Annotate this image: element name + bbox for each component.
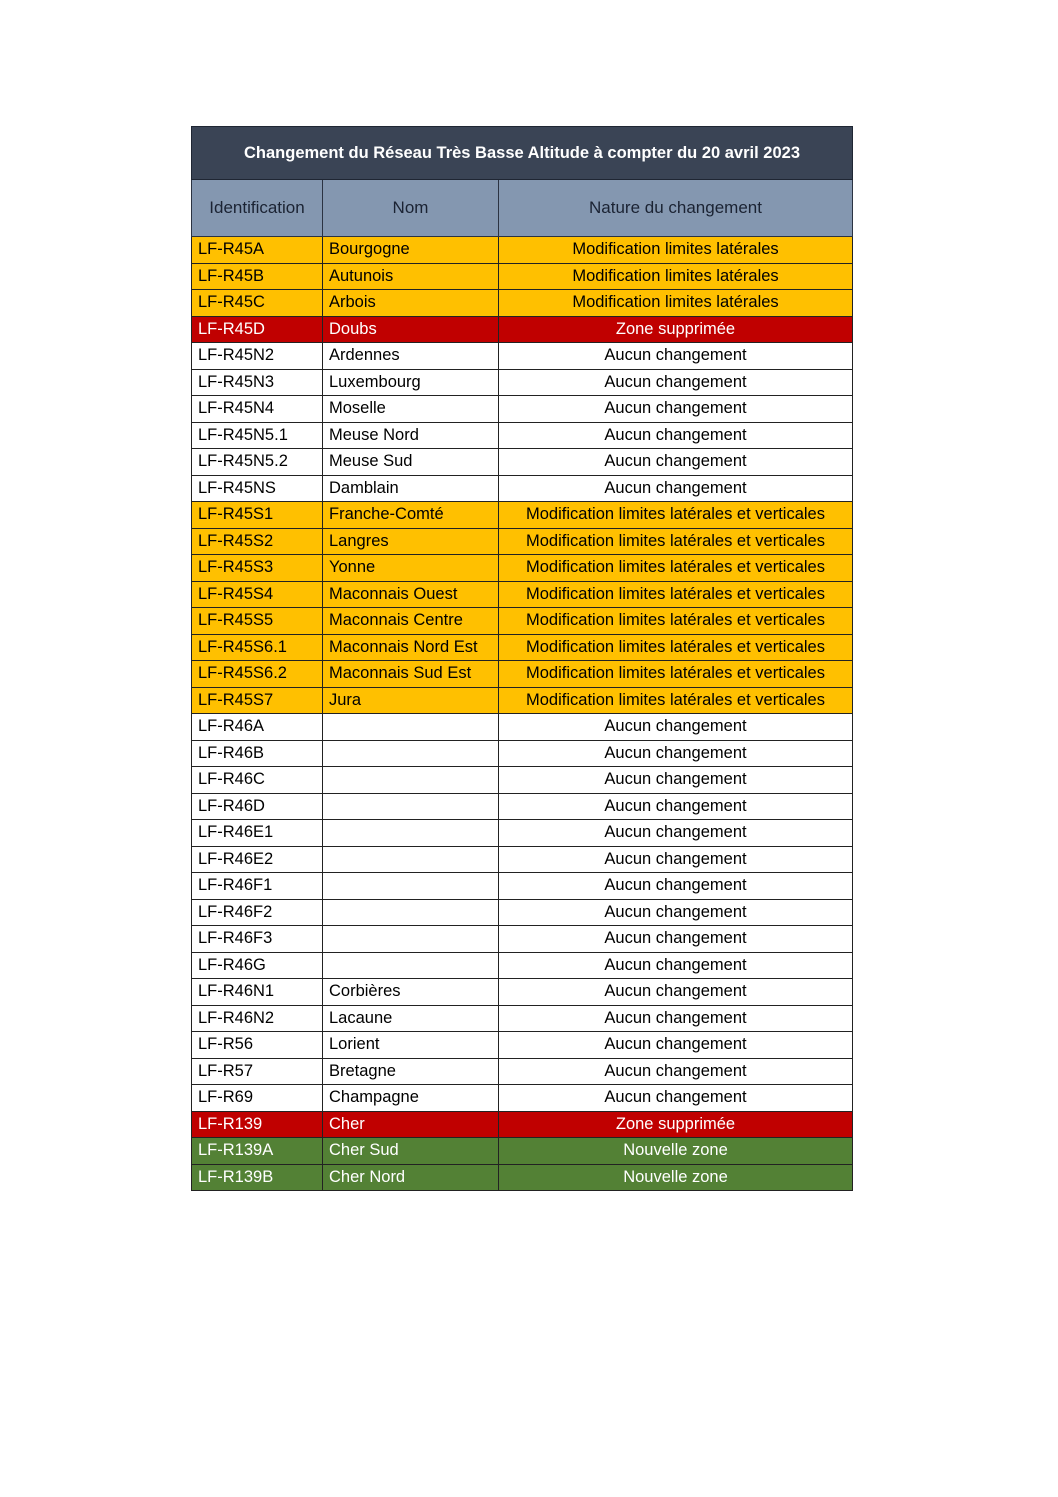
cell-nom (323, 899, 499, 926)
table-row (192, 740, 853, 767)
cell-nom: Luxembourg (323, 369, 499, 396)
cell-identification: LF-R45S5 (192, 608, 323, 635)
cell-identification: LF-R56 (192, 1032, 323, 1059)
cell-identification: LF-R45S6.2 (192, 661, 323, 688)
table-row (192, 820, 853, 847)
cell-nom (323, 926, 499, 953)
cell-nature: Aucun changement (499, 740, 853, 767)
cell-nom: Lacaune (323, 1005, 499, 1032)
cell-nom (323, 873, 499, 900)
cell-identification: LF-R46F1 (192, 873, 323, 900)
cell-nature: Modification limites latérales et verticales (499, 528, 853, 555)
cell-identification: LF-R46B (192, 740, 323, 767)
table-row (192, 290, 853, 317)
cell-identification: LF-R139 (192, 1111, 323, 1138)
cell-nom: Franche-Comté (323, 502, 499, 529)
cell-nature: Zone supprimée (499, 316, 853, 343)
cell-identification: LF-R45A (192, 237, 323, 264)
cell-identification: LF-R45N2 (192, 343, 323, 370)
cell-nom: Ardennes (323, 343, 499, 370)
cell-nature: Zone supprimée (499, 1111, 853, 1138)
table-row (192, 369, 853, 396)
cell-identification: LF-R45N4 (192, 396, 323, 423)
cell-identification: LF-R45S3 (192, 555, 323, 582)
cell-nature: Aucun changement (499, 767, 853, 794)
table-row (192, 502, 853, 529)
cell-identification: LF-R45N3 (192, 369, 323, 396)
cell-nature: Aucun changement (499, 449, 853, 476)
table-row (192, 634, 853, 661)
cell-nature: Modification limites latérales et verticales (499, 634, 853, 661)
cell-nature: Aucun changement (499, 714, 853, 741)
table-row (192, 1058, 853, 1085)
cell-identification: LF-R46F2 (192, 899, 323, 926)
cell-nature: Aucun changement (499, 926, 853, 953)
cell-nom: Moselle (323, 396, 499, 423)
cell-nom: Jura (323, 687, 499, 714)
table-row (192, 263, 853, 290)
table-row (192, 581, 853, 608)
cell-nature: Aucun changement (499, 979, 853, 1006)
cell-identification: LF-R69 (192, 1085, 323, 1112)
cell-identification: LF-R46N2 (192, 1005, 323, 1032)
header-row (192, 180, 853, 237)
cell-nom: Maconnais Nord Est (323, 634, 499, 661)
cell-identification: LF-R45S6.1 (192, 634, 323, 661)
cell-nature: Nouvelle zone (499, 1138, 853, 1165)
cell-nature: Aucun changement (499, 343, 853, 370)
cell-nature: Aucun changement (499, 369, 853, 396)
cell-nom (323, 846, 499, 873)
cell-nature: Modification limites latérales et verticales (499, 502, 853, 529)
cell-identification: LF-R45S1 (192, 502, 323, 529)
cell-nature: Modification limites latérales et verticales (499, 608, 853, 635)
cell-nom: Cher Sud (323, 1138, 499, 1165)
cell-nom: Maconnais Centre (323, 608, 499, 635)
table-row (192, 449, 853, 476)
cell-nom: Langres (323, 528, 499, 555)
table-row (192, 714, 853, 741)
title-row (192, 127, 853, 180)
table-row (192, 608, 853, 635)
cell-identification: LF-R46A (192, 714, 323, 741)
table-row (192, 1138, 853, 1165)
cell-nature: Modification limites latérales (499, 237, 853, 264)
table-row (192, 555, 853, 582)
cell-identification: LF-R45C (192, 290, 323, 317)
cell-nature: Modification limites latérales et verticales (499, 687, 853, 714)
cell-nom (323, 820, 499, 847)
cell-nature: Aucun changement (499, 1085, 853, 1112)
header-identification: Identification (192, 180, 323, 237)
cell-nature: Aucun changement (499, 1032, 853, 1059)
cell-nom (323, 714, 499, 741)
cell-nom (323, 767, 499, 794)
cell-nature: Aucun changement (499, 873, 853, 900)
cell-nom: Lorient (323, 1032, 499, 1059)
table-row (192, 475, 853, 502)
table-row (192, 926, 853, 953)
cell-identification: LF-R45N5.1 (192, 422, 323, 449)
cell-identification: LF-R45N5.2 (192, 449, 323, 476)
cell-nom: Yonne (323, 555, 499, 582)
cell-nature: Aucun changement (499, 793, 853, 820)
table-row (192, 1005, 853, 1032)
table-row (192, 899, 853, 926)
table-row (192, 528, 853, 555)
cell-nom: Meuse Nord (323, 422, 499, 449)
cell-nature: Modification limites latérales et verticales (499, 581, 853, 608)
cell-nom: Bourgogne (323, 237, 499, 264)
cell-identification: LF-R57 (192, 1058, 323, 1085)
cell-identification: LF-R45S2 (192, 528, 323, 555)
cell-nom: Damblain (323, 475, 499, 502)
cell-nom: Maconnais Sud Est (323, 661, 499, 688)
cell-identification: LF-R45D (192, 316, 323, 343)
cell-nature: Aucun changement (499, 396, 853, 423)
cell-nom: Arbois (323, 290, 499, 317)
cell-identification: LF-R46E1 (192, 820, 323, 847)
cell-nom: Doubs (323, 316, 499, 343)
cell-nom: Meuse Sud (323, 449, 499, 476)
table-row (192, 1032, 853, 1059)
cell-identification: LF-R46N1 (192, 979, 323, 1006)
table-body (192, 237, 853, 1191)
cell-nature: Aucun changement (499, 899, 853, 926)
cell-nom: Cher (323, 1111, 499, 1138)
cell-identification: LF-R45NS (192, 475, 323, 502)
header-nature: Nature du changement (499, 180, 853, 237)
table-row (192, 422, 853, 449)
cell-nom: Maconnais Ouest (323, 581, 499, 608)
cell-nom: Corbières (323, 979, 499, 1006)
cell-nature: Aucun changement (499, 952, 853, 979)
table-row (192, 1164, 853, 1191)
table-row (192, 793, 853, 820)
rtba-changes-table (191, 126, 853, 1191)
cell-nom: Champagne (323, 1085, 499, 1112)
table-row (192, 343, 853, 370)
table-row (192, 1085, 853, 1112)
table-row (192, 687, 853, 714)
table-row (192, 767, 853, 794)
cell-nature: Aucun changement (499, 820, 853, 847)
cell-nom: Bretagne (323, 1058, 499, 1085)
cell-identification: LF-R139B (192, 1164, 323, 1191)
table-row (192, 873, 853, 900)
cell-identification: LF-R46G (192, 952, 323, 979)
cell-identification: LF-R45S4 (192, 581, 323, 608)
cell-nature: Modification limites latérales (499, 290, 853, 317)
cell-nature: Aucun changement (499, 1005, 853, 1032)
cell-identification: LF-R46C (192, 767, 323, 794)
cell-nature: Aucun changement (499, 846, 853, 873)
table-row (192, 979, 853, 1006)
table-row (192, 846, 853, 873)
table-row (192, 661, 853, 688)
table-row (192, 237, 853, 264)
cell-identification: LF-R45S7 (192, 687, 323, 714)
table-row (192, 396, 853, 423)
cell-nom (323, 740, 499, 767)
cell-nom: Autunois (323, 263, 499, 290)
table-row (192, 952, 853, 979)
cell-nom (323, 793, 499, 820)
cell-nature: Modification limites latérales et verticales (499, 555, 853, 582)
cell-identification: LF-R46D (192, 793, 323, 820)
table-title: Changement du Réseau Très Basse Altitude à compter du 20 avril 2023 (192, 127, 853, 180)
cell-nom: Cher Nord (323, 1164, 499, 1191)
cell-identification: LF-R139A (192, 1138, 323, 1165)
header-nom: Nom (323, 180, 499, 237)
cell-nature: Aucun changement (499, 475, 853, 502)
table-row (192, 1111, 853, 1138)
cell-nom (323, 952, 499, 979)
cell-identification: LF-R45B (192, 263, 323, 290)
cell-nature: Modification limites latérales (499, 263, 853, 290)
cell-identification: LF-R46E2 (192, 846, 323, 873)
cell-nature: Modification limites latérales et verticales (499, 661, 853, 688)
cell-nature: Aucun changement (499, 422, 853, 449)
cell-nature: Aucun changement (499, 1058, 853, 1085)
cell-identification: LF-R46F3 (192, 926, 323, 953)
table-row (192, 316, 853, 343)
cell-nature: Nouvelle zone (499, 1164, 853, 1191)
